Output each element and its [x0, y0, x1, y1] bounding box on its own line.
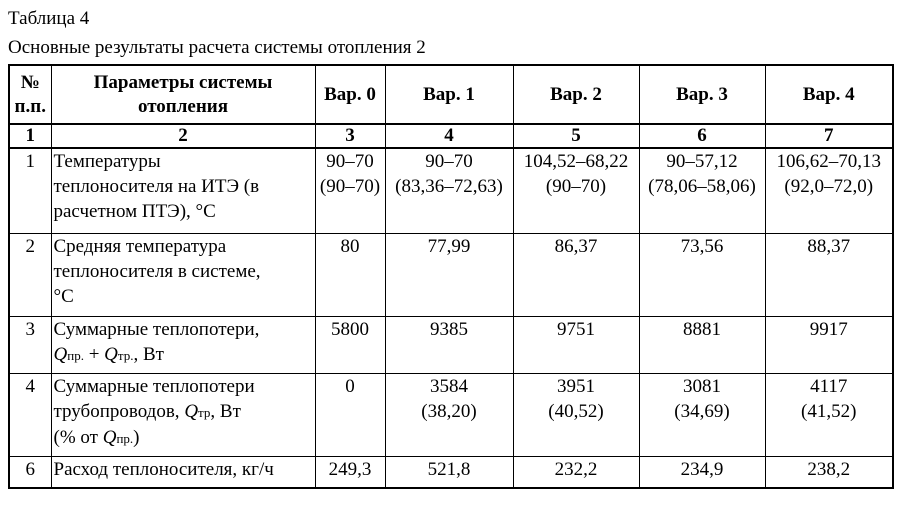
header-row [9, 65, 893, 124]
row-number: 6 [9, 457, 51, 489]
value-var1: 90–70 (83,36–72,63) [385, 148, 513, 234]
column-number: 6 [639, 124, 765, 148]
value-var2: 3951 (40,52) [513, 374, 639, 457]
value-var0: 90–70 (90–70) [315, 148, 385, 234]
table-number: Таблица 4 [8, 8, 90, 29]
value-var2: 232,2 [513, 457, 639, 489]
column-number: 3 [315, 124, 385, 148]
value-var4: 9917 [765, 317, 893, 374]
value-var2: 9751 [513, 317, 639, 374]
value-var3: 8881 [639, 317, 765, 374]
row-parameter: Расход теплоносителя, кг/ч [51, 457, 315, 489]
column-number: 5 [513, 124, 639, 148]
row-parameter: Суммарные теплопотери, Qпр. + Qтр., Вт [51, 317, 315, 374]
header-var4: Вар. 4 [765, 65, 893, 124]
column-number: 1 [9, 124, 51, 148]
row-number: 2 [9, 234, 51, 317]
column-number: 4 [385, 124, 513, 148]
table-row [9, 148, 893, 234]
header-var0: Вар. 0 [315, 65, 385, 124]
value-var1: 3584 (38,20) [385, 374, 513, 457]
column-number: 2 [51, 124, 315, 148]
value-var1: 77,99 [385, 234, 513, 317]
value-var3: 73,56 [639, 234, 765, 317]
value-var3: 234,9 [639, 457, 765, 489]
value-var3: 3081 (34,69) [639, 374, 765, 457]
value-var0: 0 [315, 374, 385, 457]
value-var0: 80 [315, 234, 385, 317]
value-var1: 9385 [385, 317, 513, 374]
header-var2: Вар. 2 [513, 65, 639, 124]
value-var4: 238,2 [765, 457, 893, 489]
value-var1: 521,8 [385, 457, 513, 489]
column-number-row [9, 124, 893, 148]
table-row [9, 457, 893, 489]
header-params: Параметры системы отопления [51, 65, 315, 124]
value-var4: 88,37 [765, 234, 893, 317]
header-var3: Вар. 3 [639, 65, 765, 124]
value-var0: 5800 [315, 317, 385, 374]
row-parameter: Температуры теплоносителя на ИТЭ (в расчетном ПТЭ), °С [51, 148, 315, 234]
table-title: Основные результаты расчета системы отопления 2 [8, 37, 426, 58]
table-row [9, 374, 893, 457]
table-row [9, 234, 893, 317]
row-parameter: Суммарные теплопотери трубопроводов, Qтр, Вт (% от Qпр.) [51, 374, 315, 457]
value-var4: 4117 (41,52) [765, 374, 893, 457]
row-number: 1 [9, 148, 51, 234]
value-var2: 104,52–68,22 (90–70) [513, 148, 639, 234]
row-number: 3 [9, 317, 51, 374]
row-parameter: Средняя температура теплоносителя в системе, °С [51, 234, 315, 317]
header-var1: Вар. 1 [385, 65, 513, 124]
table-row [9, 317, 893, 374]
value-var2: 86,37 [513, 234, 639, 317]
value-var4: 106,62–70,13 (92,0–72,0) [765, 148, 893, 234]
value-var0: 249,3 [315, 457, 385, 489]
row-number: 4 [9, 374, 51, 457]
results-table [8, 64, 894, 489]
column-number: 7 [765, 124, 893, 148]
value-var3: 90–57,12 (78,06–58,06) [639, 148, 765, 234]
header-no: № п.п. [9, 65, 51, 124]
